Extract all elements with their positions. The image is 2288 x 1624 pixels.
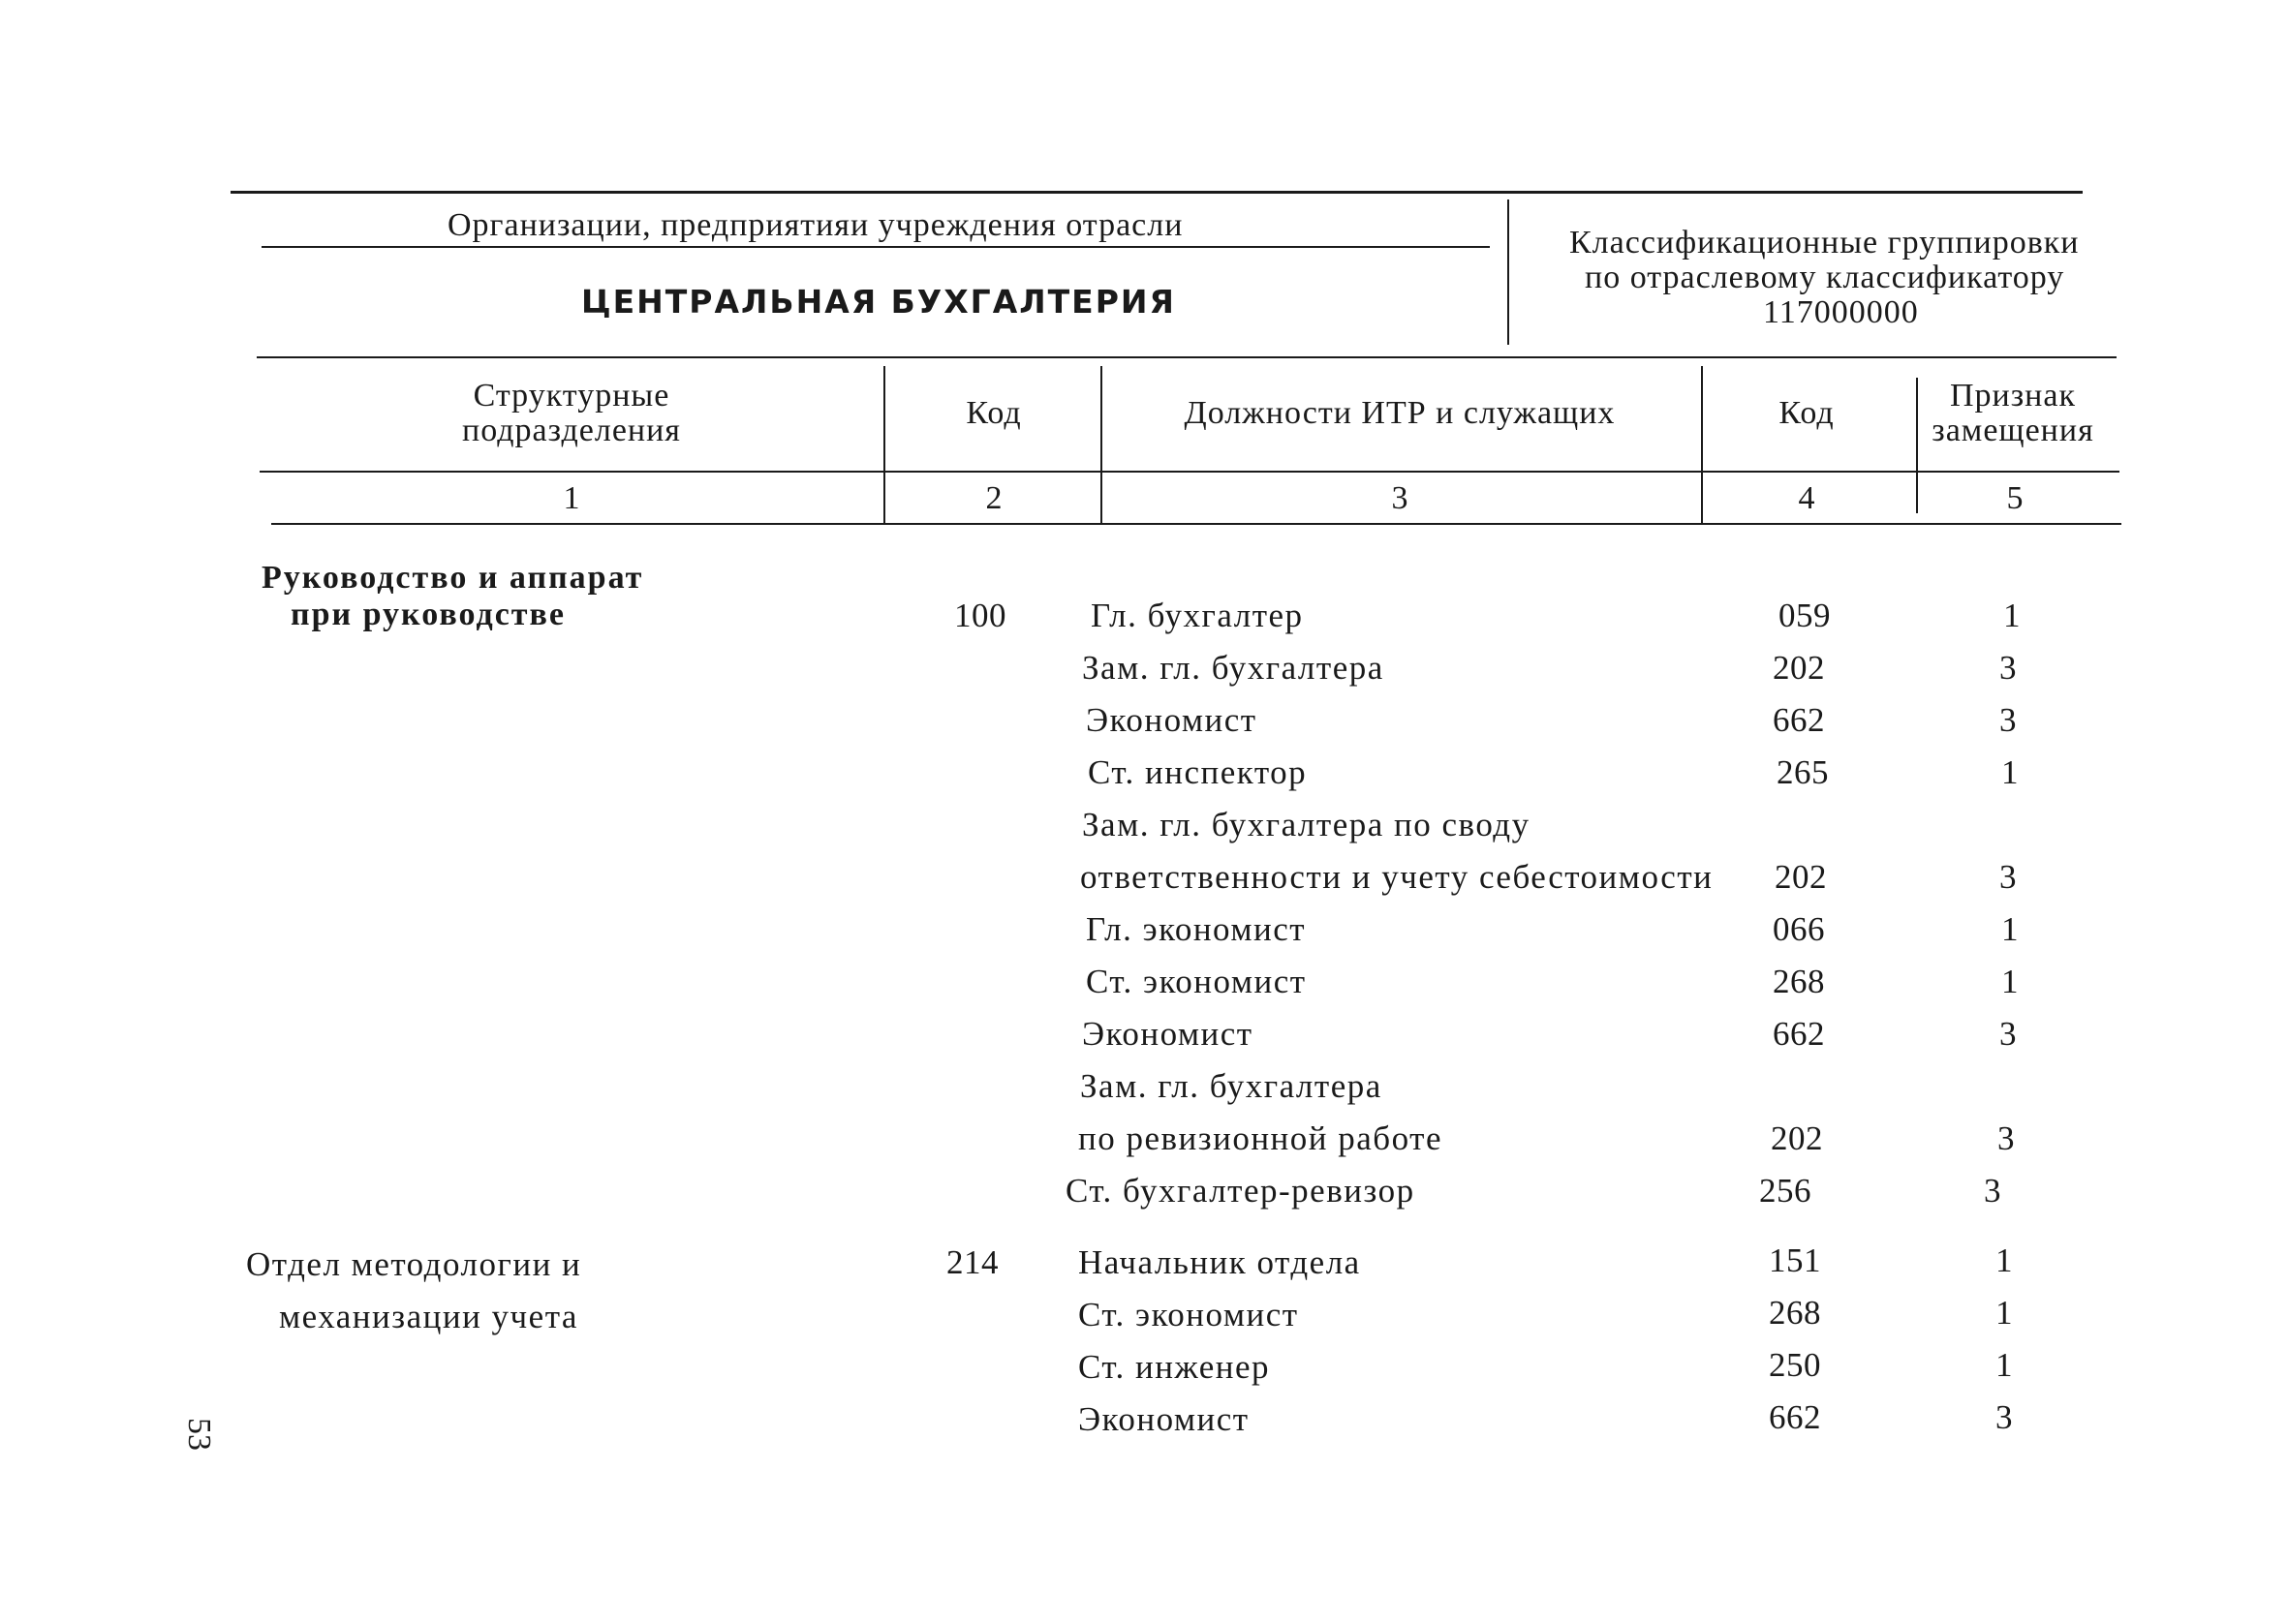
- dept-2-name-line1: Отдел методологии и: [246, 1245, 582, 1283]
- col-divider-2: [1100, 366, 1102, 523]
- list-item: Начальник отдела: [1078, 1243, 1361, 1281]
- position-code: 256: [1759, 1172, 1811, 1210]
- position-code: 202: [1773, 649, 1825, 687]
- substitution-sign: 1: [1995, 1346, 2013, 1384]
- dept-1-code: 100: [954, 597, 1006, 634]
- col1-heading-line2: подразделения: [462, 413, 681, 448]
- substitution-sign: 3: [1999, 649, 2017, 687]
- col-divider-3: [1701, 366, 1703, 523]
- position-code: 250: [1769, 1346, 1821, 1384]
- substitution-sign: 3: [1997, 1119, 2015, 1157]
- list-item: Ст. инспектор: [1088, 753, 1308, 791]
- dept-1-name-line1: Руководство и аппарат: [262, 560, 644, 596]
- position-code: 662: [1773, 701, 1825, 739]
- classification-line1: Классификационные группировки: [1569, 225, 2080, 260]
- col-divider-1: [883, 366, 885, 523]
- substitution-sign: 1: [2003, 597, 2021, 634]
- substitution-sign: 3: [1999, 1015, 2017, 1053]
- dept-2-code: 214: [946, 1243, 999, 1281]
- substitution-sign: 1: [2001, 963, 2019, 1000]
- substitution-sign: 3: [1995, 1398, 2013, 1436]
- list-item: Зам. гл. бухгалтера: [1082, 649, 1384, 687]
- substitution-sign: 3: [1984, 1172, 2001, 1210]
- list-item: Экономист: [1086, 701, 1257, 739]
- position-code: 202: [1775, 858, 1827, 896]
- position-code: 662: [1773, 1015, 1825, 1053]
- list-item: Ст. экономист: [1078, 1296, 1299, 1333]
- col-number-2: 2: [985, 480, 1003, 516]
- heading-rule: [260, 471, 2119, 473]
- substitution-sign: 1: [1995, 1294, 2013, 1332]
- top-rule: [231, 191, 2083, 194]
- header-bottom-rule: [257, 356, 2117, 358]
- col-number-5: 5: [2006, 480, 2024, 516]
- dept-2-name-line2: механизации учета: [279, 1298, 578, 1335]
- position-code: 265: [1777, 753, 1829, 791]
- position-code: 059: [1778, 597, 1831, 634]
- org-name: ЦЕНТРАЛЬНАЯ БУХГАЛТЕРИЯ: [581, 283, 1176, 321]
- header-divider: [1507, 199, 1509, 345]
- list-item: Экономист: [1078, 1400, 1250, 1438]
- page-number: 53: [181, 1418, 217, 1451]
- col2-heading: Код: [966, 395, 1022, 431]
- col-number-4: 4: [1798, 480, 1815, 516]
- position-code: 268: [1769, 1294, 1821, 1332]
- col3-heading: Должности ИТР и служащих: [1184, 395, 1616, 431]
- dept-1-name-line2: при руководстве: [291, 597, 566, 632]
- list-item: Экономист: [1082, 1015, 1253, 1053]
- col5-heading-line1: Признак: [1950, 378, 2076, 414]
- classification-line2: по отраслевому классификатору: [1585, 260, 2065, 295]
- position-code: 151: [1769, 1241, 1821, 1279]
- list-item: Гл. экономист: [1086, 910, 1307, 948]
- org-label-rule: [262, 246, 1490, 248]
- numbers-rule: [271, 523, 2121, 525]
- substitution-sign: 3: [1999, 701, 2017, 739]
- col-number-3: 3: [1391, 480, 1408, 516]
- list-item: Ст. инженер: [1078, 1348, 1271, 1386]
- col5-heading-line2: замещения: [1932, 413, 2094, 448]
- position-code: 066: [1773, 910, 1825, 948]
- col1-heading-line1: Структурные: [473, 378, 670, 414]
- list-item: Гл. бухгалтер: [1091, 597, 1304, 634]
- list-item: Зам. гл. бухгалтера: [1080, 1067, 1382, 1105]
- position-code: 268: [1773, 963, 1825, 1000]
- list-item: Зам. гл. бухгалтера по своду: [1082, 806, 1530, 843]
- col4-heading: Код: [1778, 395, 1835, 431]
- list-item: Ст. бухгалтер-ревизор: [1066, 1172, 1415, 1210]
- col-number-1: 1: [563, 480, 580, 516]
- list-item: по ревизионной работе: [1078, 1119, 1442, 1157]
- position-code: 202: [1771, 1119, 1823, 1157]
- substitution-sign: 1: [1995, 1241, 2013, 1279]
- substitution-sign: 1: [2001, 910, 2019, 948]
- substitution-sign: 1: [2001, 753, 2019, 791]
- org-label: Организации, предприятияи учреждения отрасли: [448, 207, 1184, 243]
- list-item: Ст. экономист: [1086, 963, 1307, 1000]
- position-code: 662: [1769, 1398, 1821, 1436]
- classification-code: 117000000: [1763, 294, 1919, 330]
- list-item: ответственности и учету себестоимости: [1080, 858, 1714, 896]
- substitution-sign: 3: [1999, 858, 2017, 896]
